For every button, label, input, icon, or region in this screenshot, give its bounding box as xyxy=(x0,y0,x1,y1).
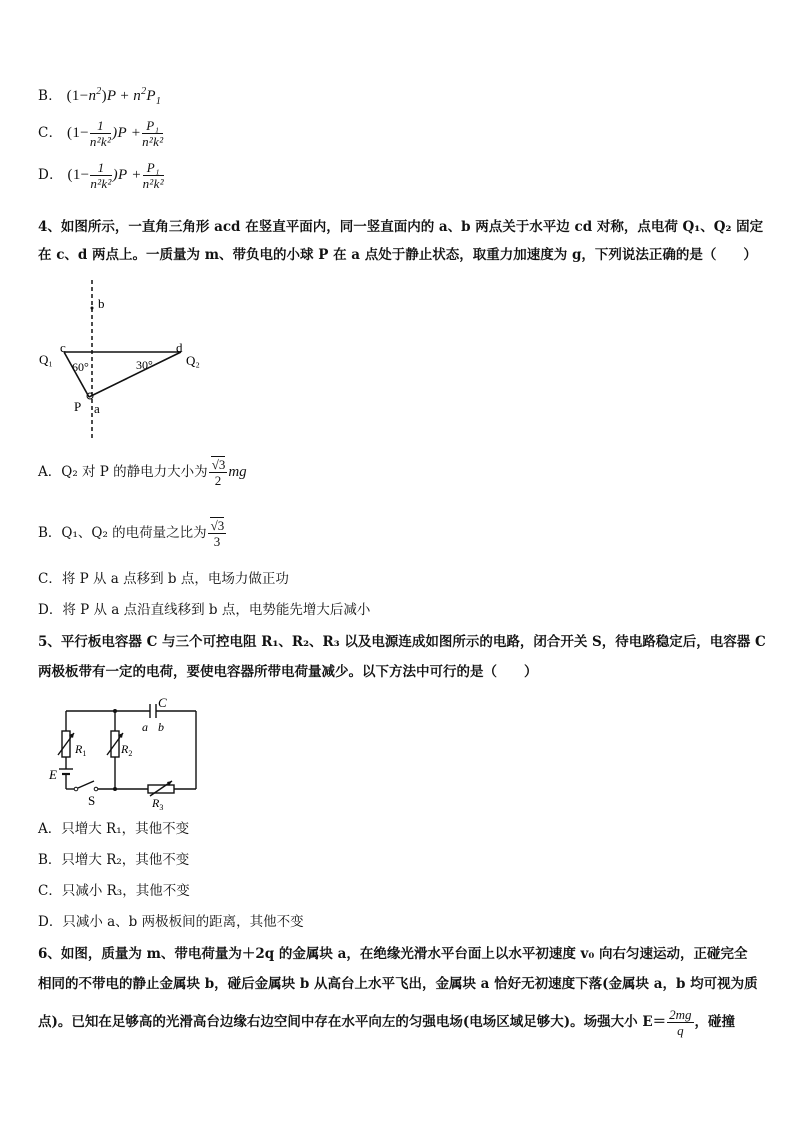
option-b[interactable] xyxy=(38,86,161,106)
q4-option-c[interactable]: C．将 P 从 a 点移到 b 点，电场力做正功 xyxy=(38,571,289,587)
q4-stem-line1: 4、如图所示，一直角三角形 acd 在竖直平面内，同一竖直面内的 a、b 两点关于水平边 cd 对称，点电荷 Q₁、Q₂ 固定 xyxy=(38,219,764,235)
option-letter: D． xyxy=(38,166,63,183)
q5-stem-line2: 两极板带有一定的电荷，要使电容器所带电荷量减少。以下方法中可行的是（ ） xyxy=(38,664,538,680)
option-letter: C． xyxy=(38,124,63,141)
point-b-dot xyxy=(91,307,94,310)
label-angle-30: 30° xyxy=(136,358,153,372)
q4-stem-line2: 在 c、d 两点上。一质量为 m、带负电的小球 P 在 a 点处于静止状态，取重力加速度为 g，下列说法正确的是（ ） xyxy=(38,247,757,263)
label-a: a xyxy=(94,401,100,416)
option-d-expression: (1− $\frac{1}{\text{n²k²}}$ )P + $\frac{\text{P₁}}{\text{n²k²}}$ xyxy=(67,160,164,191)
option-c-expression: (1− $\frac{1}{\text{n²k²}}$ )P + $\frac{\text{P₁}}{\text{n²k²}}$ xyxy=(67,118,164,149)
label-s: S xyxy=(88,793,96,808)
label-r3: $R_3$ xyxy=(152,796,164,812)
q5-circuit-figure xyxy=(40,695,205,815)
label-angle-60: 60° xyxy=(72,360,89,374)
option-d[interactable] xyxy=(38,160,165,191)
q6-stem-line3: 点)。已知在足够高的光滑高台边缘右边空间中存在水平向左的匀强电场(电场区域足够大)。场强大小 E＝ $\frac{2mg}{q}$ ，碰撞 xyxy=(38,1007,736,1038)
label-r1: $R_1$ xyxy=(75,742,87,758)
q4-triangle-figure xyxy=(36,280,216,440)
junction-top xyxy=(113,709,117,713)
label-c: c xyxy=(60,340,66,355)
option-letter: B． xyxy=(38,88,63,104)
label-capacitor-c: C xyxy=(158,695,167,710)
q5-option-c[interactable]: C．只减小 R₃，其他不变 xyxy=(38,883,190,899)
label-p: P xyxy=(74,399,82,414)
q5-stem-line1: 5、平行板电容器 C 与三个可控电阻 R₁、R₂、R₃ 以及电源连成如图所示的电路，闭合开关 S，待电路稳定后，电容器 C xyxy=(38,634,766,650)
q4-option-a[interactable]: A．Q₂ 对 P 的静电力大小为 $\frac{√3}{2}$ mg xyxy=(38,457,247,488)
option-b-expression: $(1-n^2)P + n^2P_1$ xyxy=(66,86,162,107)
q5-option-d[interactable]: D．只减小 a、b 两极板间的距离，其他不变 xyxy=(38,914,304,930)
side-ad xyxy=(89,352,181,397)
label-q2: Q₂ xyxy=(186,353,200,368)
label-d: d xyxy=(176,340,183,355)
q5-option-a[interactable]: A．只增大 R₁，其他不变 xyxy=(38,821,190,837)
label-e: E xyxy=(49,767,57,782)
q5-option-b[interactable]: B．只增大 R₂，其他不变 xyxy=(38,852,190,868)
q4-option-b[interactable]: B．Q₁、Q₂ 的电荷量之比为 $\frac{√3}{3}$ xyxy=(38,518,225,549)
q6-stem-line1: 6、如图，质量为 m、带电荷量为＋2q 的金属块 a，在绝缘光滑水平台面上以水平初速度 v₀ 向右匀速运动，正碰完全 xyxy=(38,946,748,962)
junction-bottom xyxy=(113,787,117,791)
option-c[interactable] xyxy=(38,118,164,149)
side-ca xyxy=(64,352,89,397)
q6-stem-line2: 相同的不带电的静止金属块 b，碰后金属块 b 从高台上水平飞出，金属块 a 恰好无初速度下落(金属块 a，b 均可视为质 xyxy=(38,976,758,992)
q4-option-d[interactable]: D．将 P 从 a 点沿直线移到 b 点，电势能先增大后减小 xyxy=(38,602,371,618)
label-r2: $R_2$ xyxy=(121,742,133,758)
label-plate-a: a xyxy=(142,720,148,734)
label-q1: Q₁ xyxy=(39,352,53,367)
label-b: b xyxy=(98,296,105,311)
label-plate-b: b xyxy=(158,720,164,734)
switch-lever xyxy=(78,781,94,788)
